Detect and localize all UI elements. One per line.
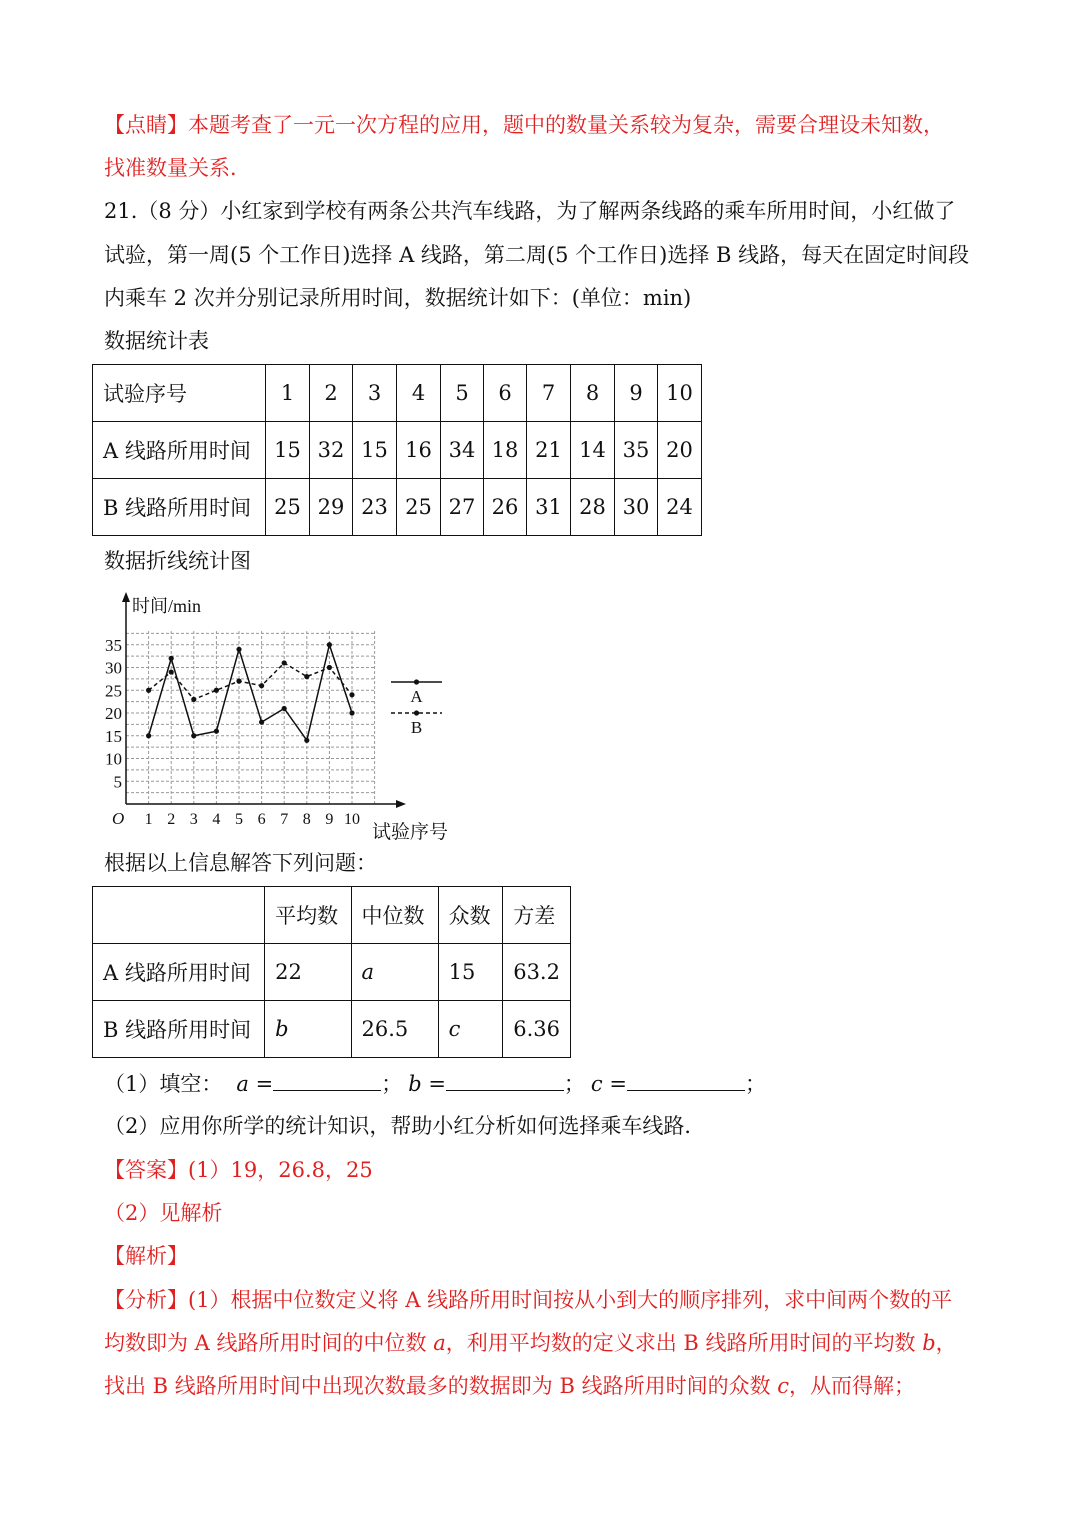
x-tick-label: 6 — [257, 811, 266, 828]
summary-a-mode: 15 — [438, 944, 503, 1001]
summary-a-variance: 63.2 — [503, 944, 571, 1001]
row-b-value: 29 — [310, 479, 353, 536]
x-axis-label: 试验序号 — [372, 822, 449, 840]
summary-header-mode: 众数 — [438, 887, 503, 944]
legend-label-B: B — [410, 718, 423, 737]
analysis-line-2-mid: ，利用平均数的定义求出 B 线路所用时间的平均数 — [445, 1331, 923, 1355]
analysis-line-3-post: ，从而得解； — [789, 1374, 916, 1398]
comment-line-1: 【点睛】本题考查了一元一次方程的应用，题中的数量关系较为复杂，需要合理设未知数， — [104, 113, 944, 137]
question-line-2: 试验，第一周(5 个工作日)选择 A 线路，第二周(5 个工作日)选择 B 线路，每天在固定时间段 — [104, 243, 970, 267]
analysis-var-c: c — [777, 1374, 790, 1398]
q1-prefix: （1）填空： — [104, 1072, 223, 1096]
analysis-line-3 — [104, 1371, 915, 1401]
summary-corner — [93, 887, 265, 944]
summary-header-row — [93, 887, 571, 944]
q1-sep: ； — [563, 1072, 585, 1096]
x-tick-label: 2 — [167, 811, 176, 828]
summary-b-variance: 6.36 — [503, 1001, 571, 1058]
trial-number: 9 — [615, 365, 658, 422]
row-a-value: 14 — [571, 422, 615, 479]
row-b-value: 26 — [484, 479, 527, 536]
q1-a-blank — [273, 1068, 381, 1091]
row-b-label: B 线路所用时间 — [93, 479, 266, 536]
x-tick-label: 7 — [280, 811, 289, 828]
y-axis-arrow — [122, 592, 130, 602]
trial-number: 5 — [441, 365, 484, 422]
data-point-B — [304, 674, 309, 679]
stats-row-trials — [93, 365, 702, 422]
trial-number: 6 — [484, 365, 527, 422]
y-tick-label: 10 — [105, 749, 122, 769]
analysis-line-1: 【分析】(1）根据中位数定义将 A 线路所用时间按从小到大的顺序排列，求中间两个数的平 — [104, 1288, 953, 1312]
data-point-A — [236, 647, 241, 652]
data-point-A — [191, 733, 196, 738]
summary-table — [92, 886, 571, 1058]
line-chart — [100, 590, 470, 840]
row-a-value: 21 — [527, 422, 571, 479]
solution-heading: 【解析】 — [104, 1244, 188, 1268]
data-point-B — [259, 683, 264, 688]
data-point-B — [236, 679, 241, 684]
x-axis-arrow — [396, 800, 406, 808]
data-point-A — [214, 729, 219, 734]
trial-number: 1 — [266, 365, 310, 422]
summary-b-mean: b — [265, 1001, 351, 1058]
trial-number: 3 — [353, 365, 397, 422]
legend-point-B — [414, 710, 419, 715]
row-a-value: 16 — [397, 422, 441, 479]
y-axis-label: 时间/min — [132, 596, 202, 616]
row-b-value: 25 — [397, 479, 441, 536]
q2-line: （2）应用你所学的统计知识，帮助小红分析如何选择乘车线路． — [104, 1114, 706, 1138]
row-a-value: 15 — [353, 422, 397, 479]
stats-table — [92, 364, 702, 536]
trial-header: 试验序号 — [93, 365, 266, 422]
summary-a-mean: 22 — [265, 944, 351, 1001]
summary-header-mean: 平均数 — [265, 887, 351, 944]
answer-line-2: （2）见解析 — [104, 1201, 223, 1225]
row-a-value: 18 — [484, 422, 527, 479]
summary-row-a-label: A 线路所用时间 — [93, 944, 265, 1001]
data-point-A — [349, 710, 354, 715]
analysis-var-b: b — [922, 1331, 936, 1355]
stats-row-a — [93, 422, 702, 479]
x-tick-label: 10 — [344, 811, 360, 828]
row-b-value: 27 — [441, 479, 484, 536]
row-b-value: 30 — [615, 479, 658, 536]
q1-eq: = — [248, 1072, 274, 1096]
data-point-B — [191, 697, 196, 702]
q1-c-label: c — [590, 1072, 603, 1096]
trial-number: 7 — [527, 365, 571, 422]
q1-sep: ； — [744, 1072, 766, 1096]
data-point-B — [169, 669, 174, 674]
y-tick-label: 25 — [105, 681, 122, 701]
chart-caption: 数据折线统计图 — [104, 549, 251, 573]
data-point-B — [146, 688, 151, 693]
origin-label: O — [112, 809, 125, 828]
x-tick-label: 3 — [189, 811, 198, 828]
row-a-value: 15 — [266, 422, 310, 479]
row-b-value: 25 — [266, 479, 310, 536]
data-point-B — [327, 665, 332, 670]
summary-a-median: a — [351, 944, 438, 1001]
prompt: 根据以上信息解答下列问题： — [104, 851, 377, 875]
stats-row-b — [93, 479, 702, 536]
data-point-B — [214, 688, 219, 693]
x-tick-label: 4 — [212, 811, 221, 828]
analysis-line-2-pre: 均数即为 A 线路所用时间的中位数 — [104, 1331, 434, 1355]
summary-row-b-label: B 线路所用时间 — [93, 1001, 265, 1058]
data-point-B — [282, 660, 287, 665]
summary-b-median: 26.5 — [351, 1001, 438, 1058]
comment-line-2: 找准数量关系． — [104, 156, 251, 180]
analysis-line-2 — [104, 1328, 957, 1358]
q1-eq: = — [602, 1072, 627, 1096]
q1-line — [104, 1068, 766, 1099]
x-tick-label: 1 — [144, 811, 153, 828]
question-line-1: 21.（8 分）小红家到学校有两条公共汽车线路，为了解两条线路的乘车所用时间，小红做了 — [104, 199, 956, 223]
row-a-value: 35 — [615, 422, 658, 479]
trial-number: 10 — [658, 365, 702, 422]
data-point-A — [259, 720, 264, 725]
analysis-var-a: a — [433, 1331, 446, 1355]
y-tick-label: 15 — [105, 726, 122, 746]
analysis-line-2-post: ， — [935, 1331, 957, 1355]
q1-c-blank — [627, 1068, 745, 1091]
legend-point-A — [414, 679, 419, 684]
x-tick-label: 5 — [235, 811, 243, 828]
row-b-value: 31 — [527, 479, 571, 536]
legend-label-A: A — [410, 687, 423, 706]
row-b-value: 23 — [353, 479, 397, 536]
y-tick-label: 5 — [113, 772, 122, 792]
answer-line-1: 【答案】(1）19，26.8，25 — [104, 1158, 373, 1182]
row-a-label: A 线路所用时间 — [93, 422, 266, 479]
q1-b-label: b — [408, 1072, 422, 1096]
row-a-value: 34 — [441, 422, 484, 479]
summary-header-median: 中位数 — [351, 887, 438, 944]
row-b-value: 28 — [571, 479, 615, 536]
analysis-line-3-pre: 找出 B 线路所用时间中出现次数最多的数据即为 B 线路所用时间的众数 — [104, 1374, 778, 1398]
summary-b-mode: c — [438, 1001, 503, 1058]
summary-row-b — [93, 1001, 571, 1058]
x-tick-label: 9 — [325, 811, 334, 828]
data-point-A — [304, 738, 309, 743]
data-point-B — [349, 692, 354, 697]
q1-sep: ； — [381, 1072, 403, 1096]
series-line-A — [149, 645, 352, 741]
row-b-value: 24 — [658, 479, 702, 536]
data-point-A — [282, 706, 287, 711]
y-tick-label: 35 — [105, 635, 122, 655]
summary-header-variance: 方差 — [503, 887, 571, 944]
y-tick-label: 30 — [105, 658, 122, 678]
data-point-A — [169, 656, 174, 661]
row-a-value: 20 — [658, 422, 702, 479]
question-line-3: 内乘车 2 次并分别记录所用时间，数据统计如下：(单位：min) — [104, 286, 692, 310]
data-point-A — [146, 733, 151, 738]
trial-number: 2 — [310, 365, 353, 422]
trial-number: 8 — [571, 365, 615, 422]
q1-eq: = — [421, 1072, 446, 1096]
q1-b-blank — [446, 1068, 564, 1091]
summary-row-a — [93, 944, 571, 1001]
x-tick-label: 8 — [302, 811, 311, 828]
y-tick-label: 20 — [105, 704, 122, 723]
data-point-A — [327, 642, 332, 647]
trial-number: 4 — [397, 365, 441, 422]
stats-table-caption: 数据统计表 — [104, 329, 209, 353]
row-a-value: 32 — [310, 422, 353, 479]
q1-a-label: a — [236, 1072, 249, 1096]
